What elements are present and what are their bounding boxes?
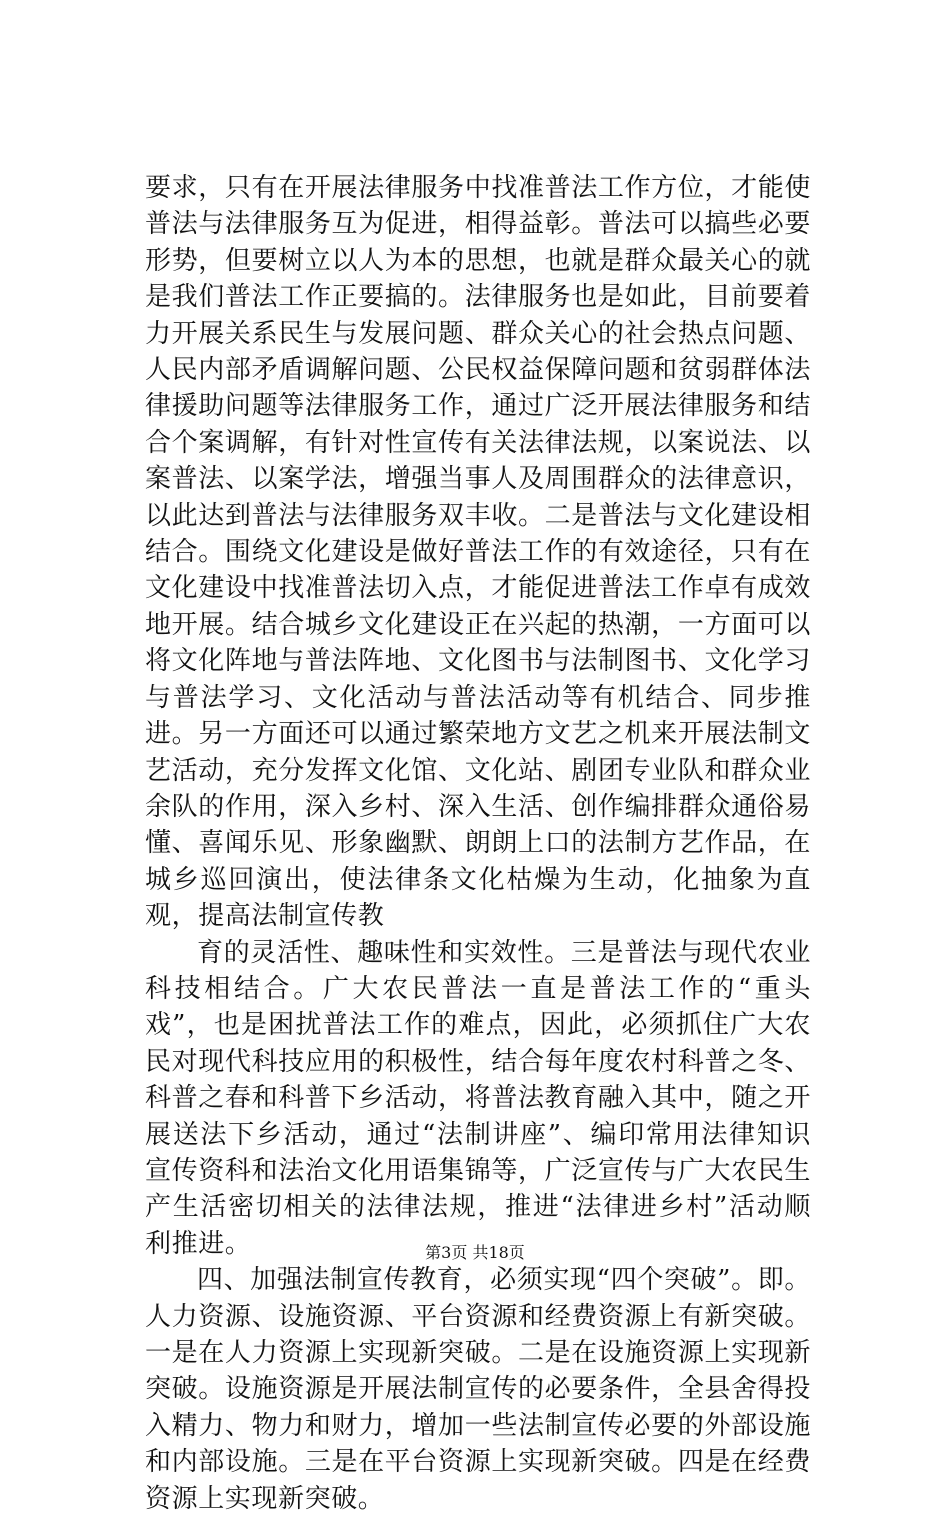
paragraph-1: 要求，只有在开展法律服务中找准普法工作方位，才能使普法与法律服务互为促进，相得益彰。普法可以搞些必要形势，但要树立以人为本的思想，也就是群众最关心的就是我们普法工作正要搞的。法律服务也是如此，目前要着力开展关系民生与发展问题、群众关心的社会热点问题、人民内部矛盾调解问题、公民权益保障问题和贫弱群体法律援助问题等法律服务工作，通过广泛开展法律服务和结合个案调解，有针对性宣传有关法律法规，以案说法、以案普法、以案学法，增强当事人及周围群众的法律意识，以此达到普法与法律服务双丰收。二是普法与文化建设相结合。围绕文化建设是做好普法工作的有效途径，只有在文化建设中找准普法切入点，才能促进普法工作卓有成效地开展。结合城乡文化建设正在兴起的热潮，一方面可以将文化阵地与普法阵地、文化图书与法制图书、文化学习与普法学习、文化活动与普法活动等有机结合、同步推进。另一方面还可以通过繁荣地方文艺之机来开展法制文艺活动，充分发挥文化馆、文化站、剧团专业队和群众业余队的作用，深入乡村、深入生活、创作编排群众通俗易懂、喜闻乐见、形象幽默、朗朗上口的法制方艺作品，在城乡巡回演出，使法律条文化枯燥为生动，化抽象为直观，提高法制宣传教 xyxy=(145,173,811,932)
paragraph-3: 四、加强法制宣传教育，必须实现“四个突破”。即。人力资源、设施资源、平台资源和经费资源上有新突破。一是在人力资源上实现新突破。二是在设施资源上实现新突破。设施资源是开展法制宣传的必要条件，全县舍得投入精力、物力和财力，增加一些法制宣传必要的外部设施和内部设施。三是在平台资源上实现新突破。四是在经费资源上实现新突破。 xyxy=(145,1265,811,1514)
paragraph-2: 育的灵活性、趣味性和实效性。三是普法与现代农业科技相结合。广大农民普法一直是普法工作的“重头戏”，也是困扰普法工作的难点，因此，必须抓住广大农民对现代科技应用的积极性，结合每年度农村科普之冬、科普之春和科普下乡活动，将普法教育融入其中，随之开展送法下乡活动，通过“法制讲座”、编印常用法律知识宣传资科和法治文化用语集锦等，广泛宣传与广大农民生产生活密切相关的法律法规，推进“法律进乡村”活动顺利推进。 xyxy=(145,937,811,1259)
document-body xyxy=(145,170,811,1517)
page-number-label: 第3页 共18页 xyxy=(425,1243,525,1262)
page-footer xyxy=(0,1243,950,1263)
